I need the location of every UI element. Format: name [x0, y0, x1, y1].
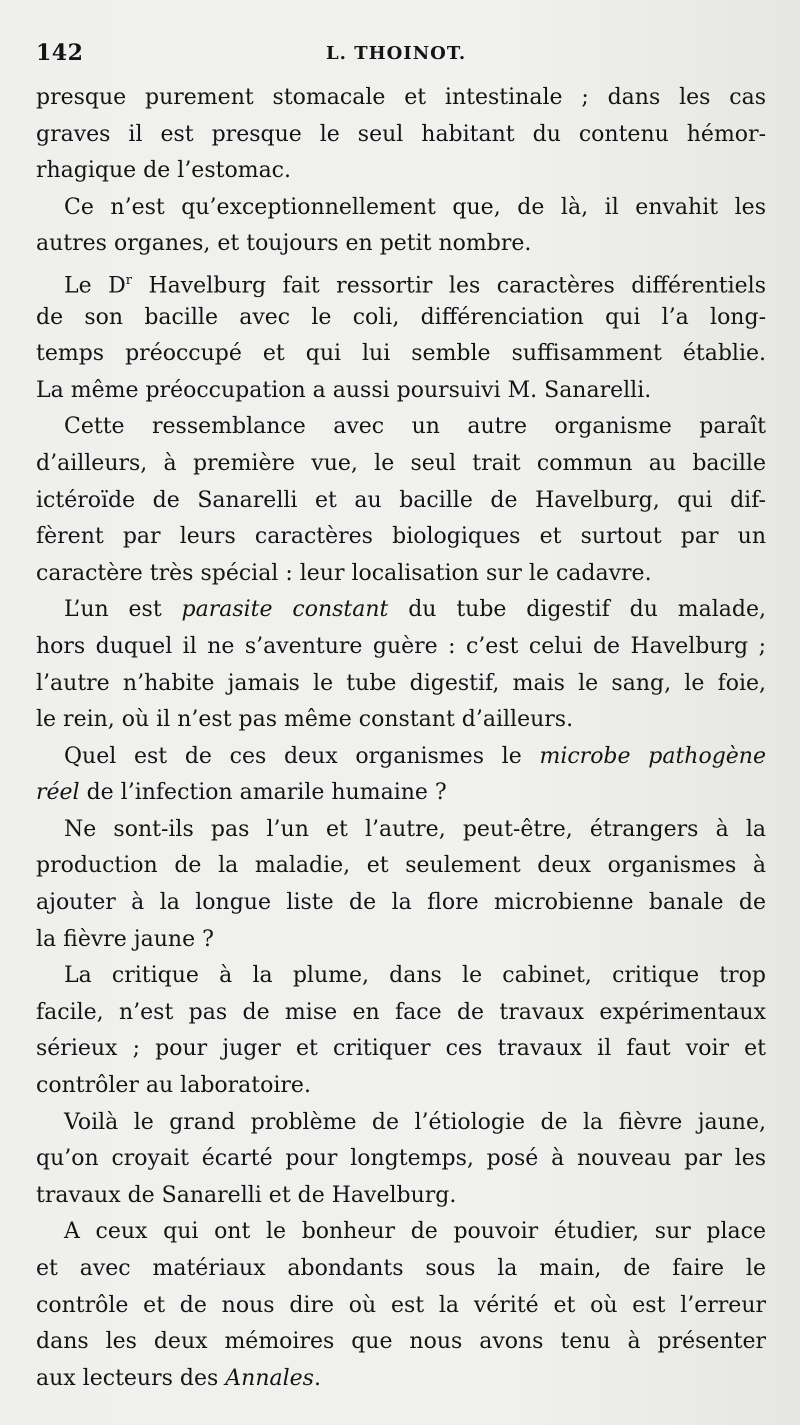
text-fragment: Le D	[64, 273, 126, 299]
text-line: l’autre n’habite jamais le tube digestif, mais le sang, le foie,	[36, 670, 766, 696]
text-line: ajouter à la longue liste de la flore microbienne banale de	[36, 890, 766, 916]
text-line: temps préoccupé et qui lui semble suffisamment établie.	[36, 341, 766, 367]
text-line: ictéroïde de Sanarelli et au bacille de Havelburg, qui dif-	[36, 487, 766, 513]
text-line	[36, 739, 766, 776]
text-line: contrôle et de nous dire où est la vérité et où est l’erreur	[36, 1292, 766, 1318]
page-header	[36, 40, 766, 70]
text-fragment: aux lecteurs des	[36, 1365, 226, 1391]
text-line: et avec matériaux abondants sous la main, de faire le	[36, 1256, 766, 1281]
text-line: La même préoccupation a aussi poursuivi M. Sanarelli.	[36, 377, 652, 403]
text-line: production de la maladie, et seulement deux organismes à	[36, 853, 766, 879]
text-fragment: Havelburg fait ressortir les caractères différentiels	[131, 273, 766, 299]
text-fragment: .	[313, 1365, 321, 1391]
italic-fragment: réel	[36, 780, 80, 806]
text-line: de son bacille avec le coli, différenciation qui l’a long-	[36, 304, 766, 330]
text-line: Voilà le grand problème de l’étiologie de la fièvre jaune,	[64, 1109, 766, 1135]
text-line: contrôler au laboratoire.	[36, 1073, 311, 1099]
superscript: r	[125, 272, 132, 288]
text-line: la fièvre jaune ?	[36, 926, 214, 952]
text-line: travaux de Sanarelli et de Havelburg.	[36, 1182, 457, 1208]
text-line: sérieux ; pour juger et critiquer ces travaux il faut voir et	[36, 1036, 766, 1062]
text-line: autres organes, et toujours en petit nombre.	[36, 231, 532, 257]
italic-fragment: microbe pathogène	[539, 743, 766, 769]
text-line: le rein, où il n’est pas même constant d’ailleurs.	[36, 707, 574, 733]
italic-fragment: parasite constant	[181, 597, 389, 623]
text-line: Cette ressemblance avec un autre organisme paraît	[64, 414, 766, 440]
text-line: presque purement stomacale et intestinale ; dans les cas	[36, 85, 766, 110]
text-line: graves il est presque le seul habitant du contenu hémor-	[36, 121, 766, 147]
text-line: hors duquel il ne s’aventure guère : c’est celui de Havelburg ;	[36, 633, 766, 659]
text-line: caractère très spécial : leur localisation sur le cadavre.	[36, 560, 652, 586]
text-fragment: de l’infection amarile humaine ?	[79, 780, 447, 806]
body-text	[36, 80, 766, 1397]
text-line	[36, 1361, 766, 1398]
text-line: Ne sont-ils pas l’un et l’autre, peut-être, étrangers à la	[64, 816, 766, 842]
page-number: 142	[36, 40, 84, 66]
text-line: dans les deux mémoires que nous avons tenu à présenter	[36, 1329, 766, 1355]
text-fragment: Quel est de ces deux organismes le	[64, 743, 540, 769]
text-line: qu’on croyait écarté pour longtemps, posé à nouveau par les	[36, 1146, 766, 1172]
text-line: Ce n’est qu’exceptionnellement que, de là, il envahit les	[64, 194, 766, 220]
text-fragment: du tube digestif du malade,	[388, 597, 766, 623]
text-line: d’ailleurs, à première vue, le seul trait commun au bacille	[36, 450, 766, 476]
text-line	[36, 775, 766, 812]
text-line	[36, 263, 766, 300]
text-line: A ceux qui ont le bonheur de pouvoir étudier, sur place	[64, 1219, 766, 1245]
running-head: L. THOINOT.	[326, 43, 467, 64]
italic-fragment: Annales	[225, 1365, 314, 1391]
text-line	[36, 592, 766, 629]
text-line: rhagique de l’estomac.	[36, 158, 291, 184]
text-fragment: L’un est	[64, 597, 182, 623]
text-line: La critique à la plume, dans le cabinet, critique trop	[64, 963, 766, 989]
text-line: fèrent par leurs caractères biologiques et surtout par un	[36, 524, 766, 550]
text-line: facile, n’est pas de mise en face de travaux expérimentaux	[36, 999, 766, 1025]
